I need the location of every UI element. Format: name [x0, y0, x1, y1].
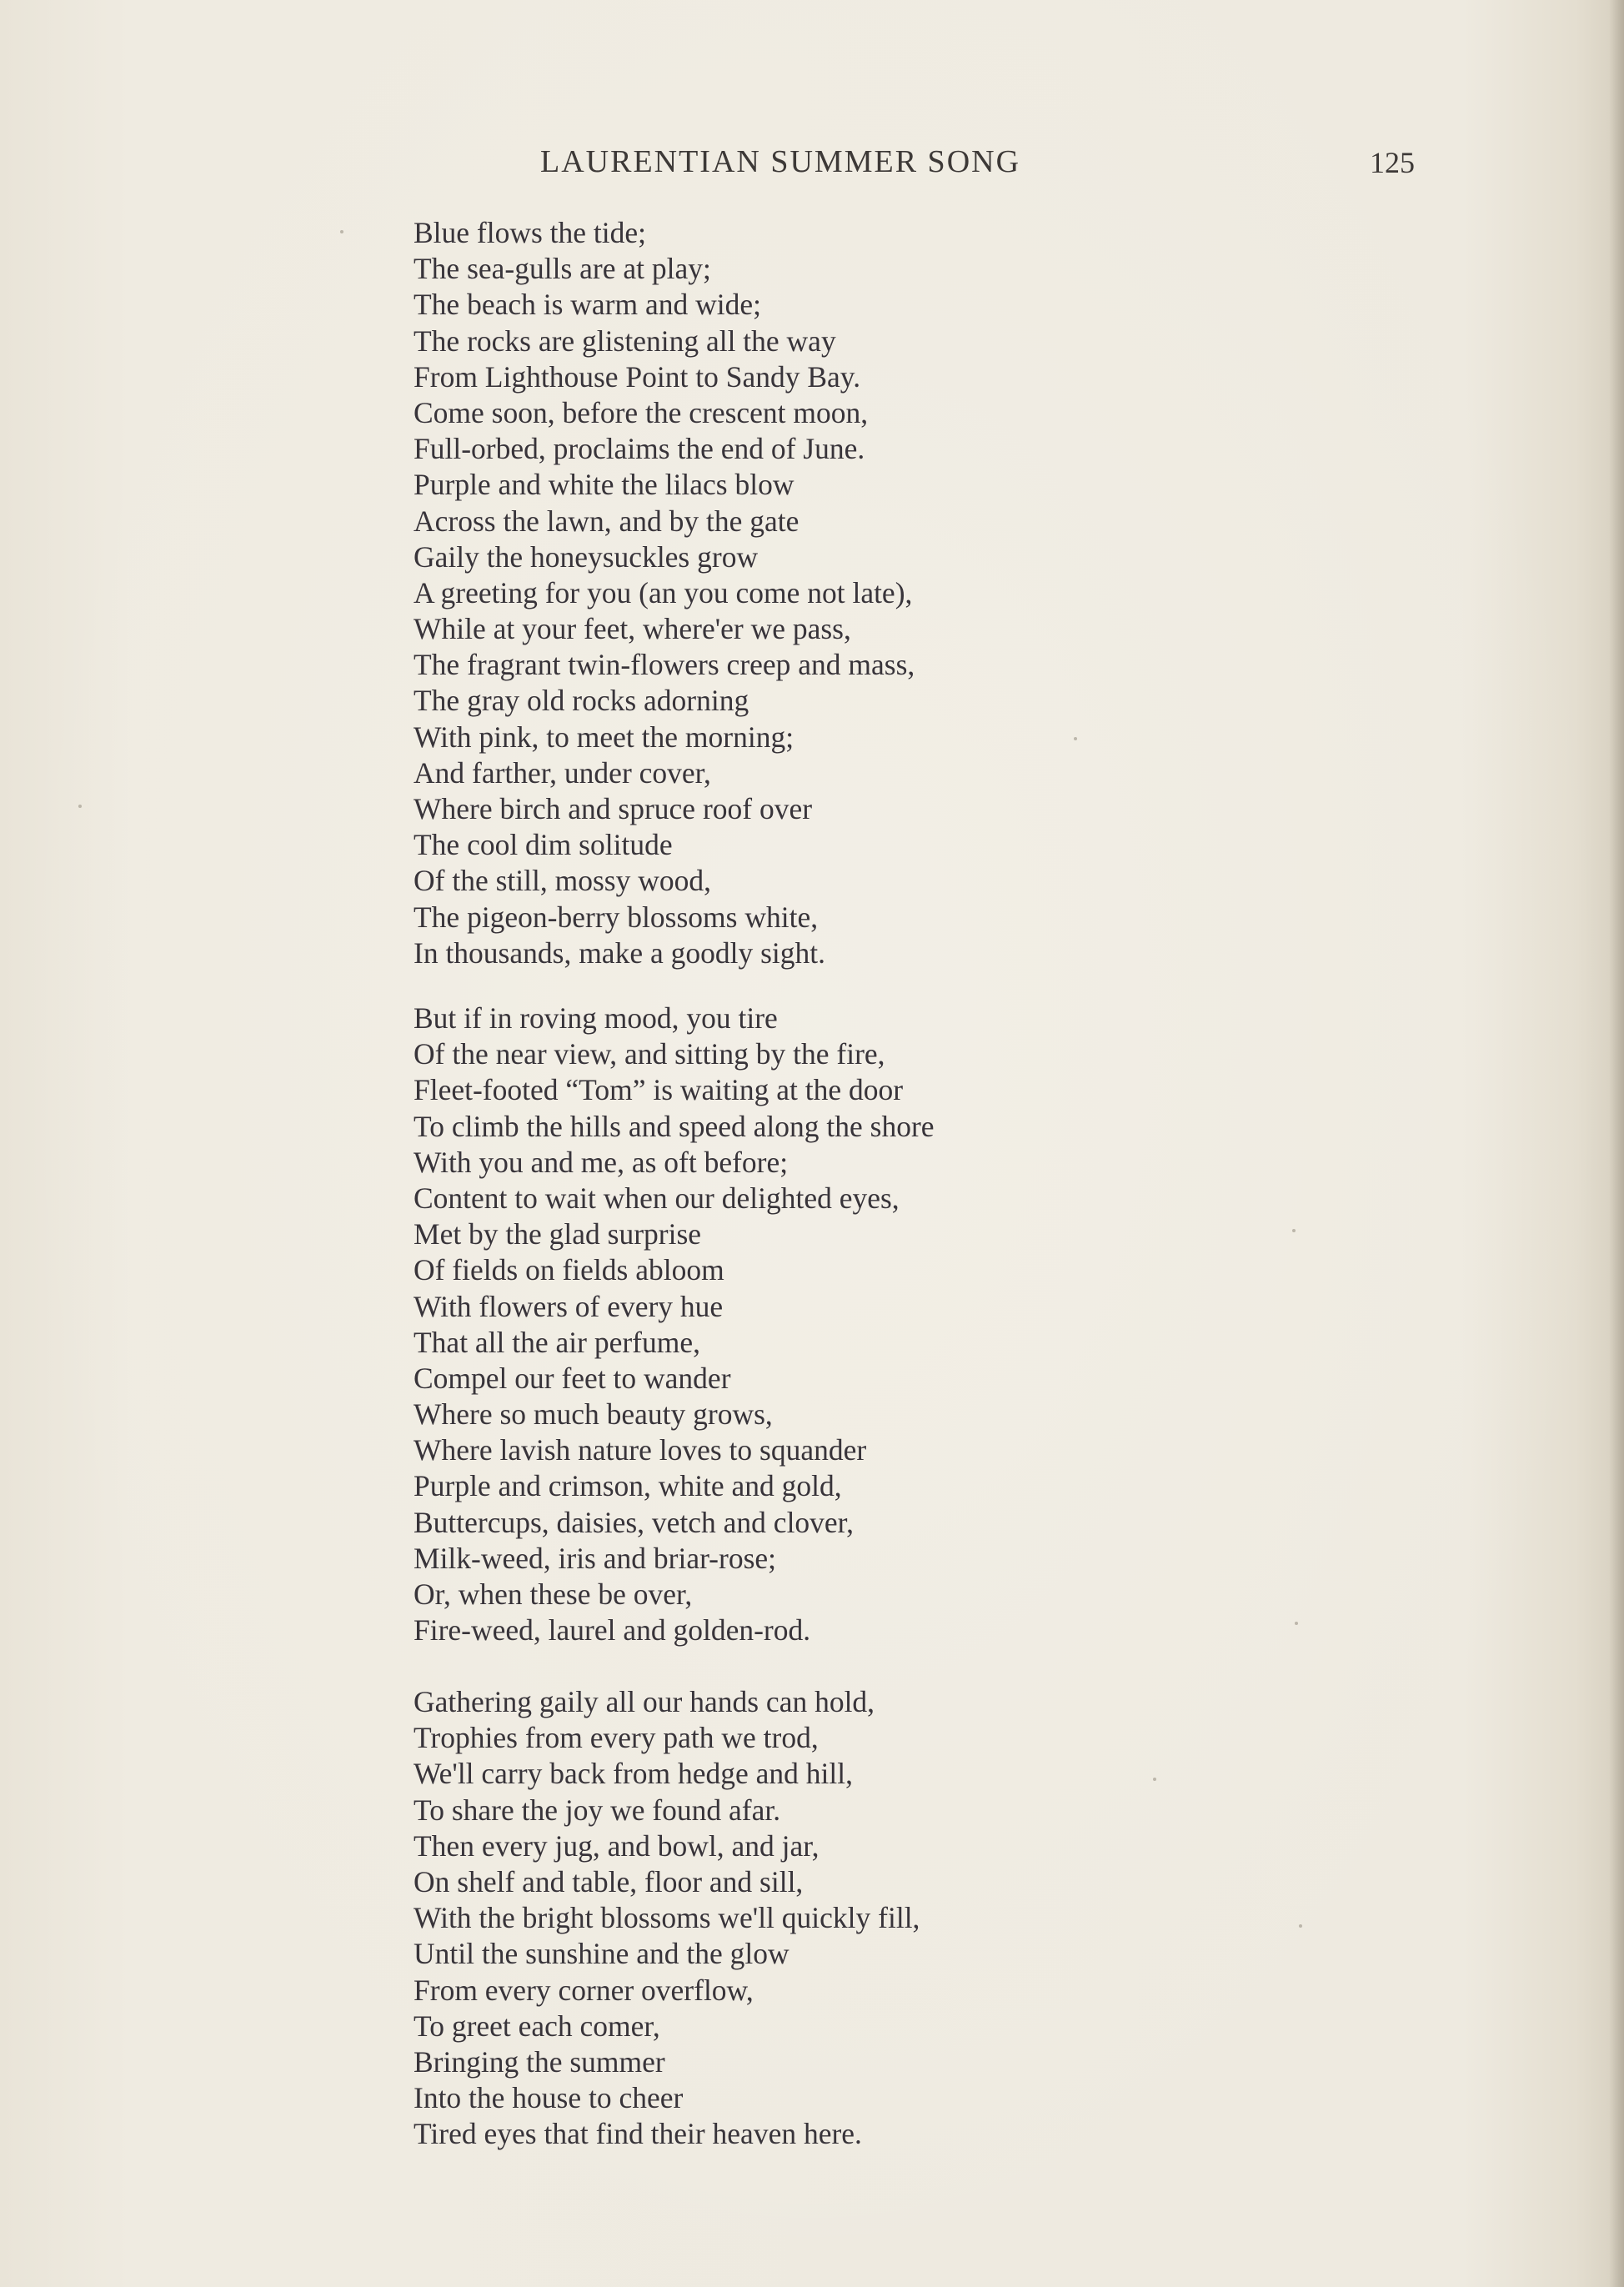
poem-line: Of the still, mossy wood,: [414, 864, 711, 898]
poem-line: From every corner overflow,: [414, 1973, 754, 2007]
poem-line: Fire-weed, laurel and golden-rod.: [414, 1613, 811, 1648]
paper-speck: [1074, 737, 1077, 740]
poem-line: Into the house to cheer: [414, 2081, 684, 2115]
poem-line: With flowers of every hue: [414, 1289, 724, 1323]
poem-line: That all the air perfume,: [414, 1325, 700, 1359]
poem-line: Buttercups, daisies, vetch and clover,: [414, 1505, 854, 1539]
poem-line: Or, when these be over,: [414, 1577, 693, 1611]
poem-line: To greet each comer,: [414, 2009, 660, 2043]
poem-line: The fragrant twin-flowers creep and mass,: [414, 648, 915, 682]
paper-speck: [1292, 1229, 1296, 1232]
poem-line: The beach is warm and wide;: [414, 288, 761, 322]
poem-line: From Lighthouse Point to Sandy Bay.: [414, 359, 861, 394]
poem-line: The sea-gulls are at play;: [414, 252, 711, 286]
poem-line: Milk-weed, iris and briar-rose;: [414, 1541, 777, 1575]
poem-line: Until the sunshine and the glow: [414, 1937, 789, 1971]
poem-line: Purple and white the lilacs blow: [414, 468, 794, 502]
poem-line: To share the joy we found afar.: [414, 1793, 781, 1827]
poem-line: Purple and crimson, white and gold,: [414, 1469, 842, 1503]
poem-line: Met by the glad surprise: [414, 1217, 702, 1251]
poem-line: In thousands, make a goodly sight.: [414, 935, 825, 970]
poem-line: With the bright blossoms we'll quickly fill,: [414, 1901, 920, 1935]
poem-line: Trophies from every path we trod,: [414, 1721, 819, 1755]
poem-line: While at your feet, where'er we pass,: [414, 612, 851, 646]
poem-line: Where so much beauty grows,: [414, 1397, 773, 1432]
poem-line: Content to wait when our delighted eyes,: [414, 1181, 900, 1215]
poem-line: Full-orbed, proclaims the end of June.: [414, 432, 865, 466]
running-head: LAURENTIAN SUMMER SONG: [540, 144, 1021, 179]
poem-line: The cool dim solitude: [414, 828, 673, 862]
poem-line: Fleet-footed “Tom” is waiting at the door: [414, 1073, 904, 1107]
poem-line: Tired eyes that find their heaven here.: [414, 2117, 862, 2151]
poem-line: Gaily the honeysuckles grow: [414, 539, 759, 574]
poem-line: Then every jug, and bowl, and jar,: [414, 1828, 820, 1863]
poem-line: Bringing the summer: [414, 2044, 665, 2079]
poem-line: Come soon, before the crescent moon,: [414, 395, 869, 429]
paper-speck: [1299, 1924, 1302, 1928]
paper-speck: [340, 230, 343, 233]
poem-line: Where birch and spruce roof over: [414, 792, 813, 825]
poem-line: The rocks are glistening all the way: [414, 323, 836, 358]
poem-line: With you and me, as oft before;: [414, 1145, 789, 1179]
poem-line: Of fields on fields abloom: [414, 1253, 724, 1287]
poem-line: Across the lawn, and by the gate: [414, 504, 799, 538]
page-number: 125: [1370, 146, 1415, 179]
poem-line: And farther, under cover,: [414, 755, 711, 790]
poem-line: The pigeon-berry blossoms white,: [414, 900, 819, 934]
poem-line: Blue flows the tide;: [414, 216, 647, 249]
poem-line: A greeting for you (an you come not late),: [414, 575, 913, 609]
stanza-1: [414, 215, 1547, 971]
poem-line: On shelf and table, floor and sill,: [414, 1864, 804, 1898]
stanza-3: [414, 1684, 1547, 2152]
poem-line: Compel our feet to wander: [414, 1361, 731, 1395]
paper-speck: [78, 805, 82, 808]
paper-speck: [1295, 1622, 1298, 1625]
poem-line: But if in roving mood, you tire: [414, 1001, 778, 1035]
paper-speck: [1153, 1778, 1156, 1781]
poem-line: Where lavish nature loves to squander: [414, 1433, 867, 1467]
poem-line: The gray old rocks adorning: [414, 684, 749, 718]
stanza-2: [414, 1001, 1547, 1648]
poem-line: We'll carry back from hedge and hill,: [414, 1757, 853, 1791]
poem-line: With pink, to meet the morning;: [414, 720, 794, 754]
poem-line: Gathering gaily all our hands can hold,: [414, 1685, 875, 1718]
poem-line: To climb the hills and speed along the shore: [414, 1109, 935, 1143]
page-edge-shadow: [1609, 0, 1624, 2287]
poem-line: Of the near view, and sitting by the fire,: [414, 1037, 885, 1071]
